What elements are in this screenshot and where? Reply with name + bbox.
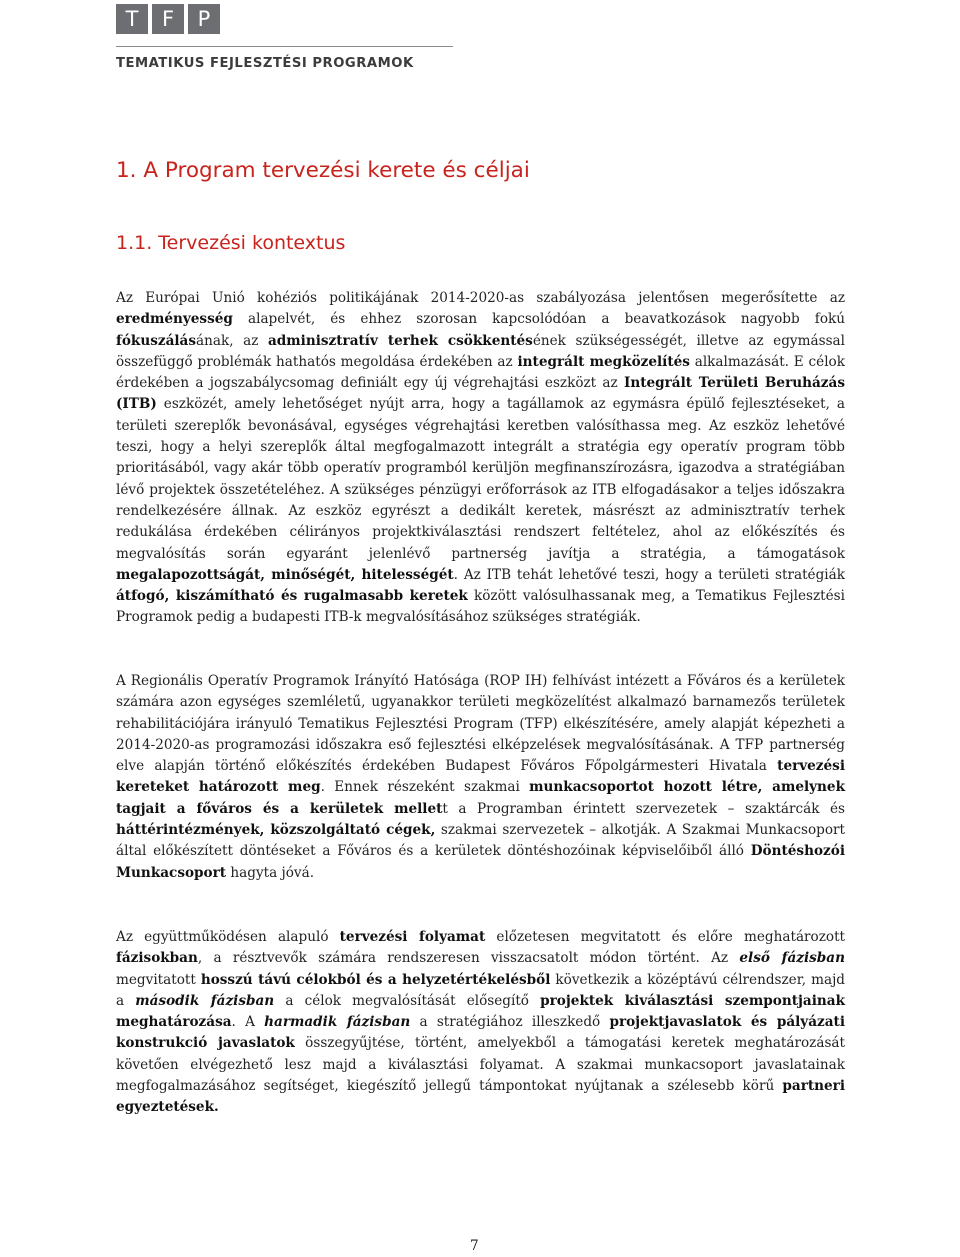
body-text: megvitatott [116,971,201,988]
body-text: . Az ITB tehát lehetővé teszi, hogy a területi stratégiák [453,566,845,583]
body-text: alkalmazását. E célok érdekében a jogszabálycsomag definiált egy új végrehajtási eszközt az [116,353,845,392]
tfp-logo [116,4,414,71]
body-text: Az Európai Unió kohéziós politikájának 2014-2020-as szabályozása jelentősen megerősítette az [116,290,845,306]
body-text: A Regionális Operatív Programok Irányító Hatósága (ROP IH) felhívást intézett a Főváros és a kerületek számára azon egységes szemléletű, ugyanakkor területi megközelítést alkalmazó barnamezős területek rehabilitációjára irányuló Tematikus Fejlesztési Program (TFP) elkészítésére, amely alapját képezheti a 2014-2020-as programozási időszakra eső fejlesztési elképzelések megvalósításának. A TFP partnerség elve alapján történő előkészítés érdekében Budapest Főváros Főpolgármesteri Hivatala [116,673,845,775]
bold-text: tervezési folyamat [339,929,486,945]
paragraph [116,288,845,629]
paragraph [116,671,845,884]
bold-italic-text [264,1014,410,1030]
bold-text: adminisztratív terhek csökkentés [267,332,533,349]
body-text: között valósulhassanak meg, a Tematikus Fejlesztési Programok pedig a budapesti ITB-k megvalósításához szükséges stratégiák. [116,588,845,626]
body-text: a stratégiához illeszkedő [410,1014,610,1031]
body-text: alapelvét, és ehhez szorosan kapcsolódóan a beavatkozások nagyobb fokú [232,311,845,328]
body-text: szakmai szervezetek – alkotják. A Szakmai Munkacsoport által előkészített döntéseket a Főváros és a kerületek döntéshozóinak képviselőiből álló [116,822,845,860]
body-text: Az együttműködésen alapuló [116,929,340,945]
bold-text: projektek kiválasztási szempontjainak meghatározása [116,992,845,1031]
body-text: előzetesen megvitatott és előre meghatározott [485,929,846,945]
bold-text: fázisokban [116,950,198,967]
body-text: . A [231,1014,265,1031]
bold-text: projektjavaslatok és pályázati konstrukció javaslatok [116,1014,845,1052]
bold-text: integrált megközelítés [517,353,690,370]
body-text: következik a középtávú célrendszer, majd a [116,971,845,1009]
body-text: összegyűjtése, történt, amelyekből a támogatási keretek meghatározását követően elvégezhető lesz majd a kiválasztási folyamat. A szakmai munkacsoport javaslatainak megfogalmazásához segítséget, kiegészítő jellegű támpontokat nyújtanak a szélesebb körű [116,1035,845,1095]
body-text: , a résztvevők számára rendszeresen visszacsatolt módon történt. Az [197,950,740,967]
section-heading: 1.1. Tervezési kontextus [116,232,346,254]
logo-subtitle: TEMATIKUS FEJLESZTÉSI PROGRAMOK [116,56,414,71]
body-text: a célok megvalósítását elősegítő [274,992,541,1009]
logo-divider [116,46,453,47]
emphasis-text: második fázisban [135,992,275,1009]
emphasis-text: első fázisban [739,950,845,967]
chapter-heading: 1. A Program tervezési kerete és céljai [116,158,530,183]
paragraph [116,927,845,1119]
bold-italic-text [135,993,274,1009]
bold-text: háttérintézmények, közszolgáltató cégek, [116,822,436,839]
body-text: t a Programban érintett szervezetek – szaktárcák és [442,800,845,817]
body-text: ének szükségességét, illetve az egymással összefüggő problémák hathatós megoldása érdekében az [116,332,846,370]
body-text: hagyta jóvá. [226,864,315,881]
bold-text: munkacsoportot hozott létre, amelynek tagjait a főváros és a kerületek mellet [116,779,846,817]
logo-letter: T [116,4,148,34]
body-text: ának, az [196,332,268,349]
bold-text: Integrált Területi Beruházás (ITB) [116,375,845,413]
bold-text: Döntéshozói Munkacsoport [116,843,845,881]
bold-text: megalapozottságát, minőségét, hitelességét [116,566,454,583]
bold-italic-text [739,950,845,966]
logo-letter-boxes [116,4,220,34]
bold-text: átfogó, kiszámítható és rugalmasabb keretek [116,588,468,605]
bold-text: tervezési kereteket határozott meg [116,758,845,796]
body-text: eszközét, amely lehetőséget nyújt arra, hogy a tagállamok az egymásra épülő fejlesztéseket, a területi szereplők bevonásával, egységes végrehajtási keretben valósíthassa meg. Az eszköz lehetővé teszi, hogy a helyi szereplők által megfogalmazott integrált a stratégia egy operatív program több prioritásából, vagy akár több operatív programból kerüljön megfinanszírozásra, igazodva a stratégiában lévő projektek összetételéhez. A szükséges pénzügyi erőforrások az ITB elfogadásakor a teljes időszakra rendelkezésére állnak. Az eszköz egyrészt a dedikált keretek, másrészt az adminisztratív terhek redukálása érdekében célirányos projektkiválasztási rendszert feltételez, ahol az előkészítés és megvalósítás során egyaránt jelenlévő partnerség javítja a stratégia, a támogatások [116,396,845,562]
logo-letter: F [152,4,184,34]
bold-text: hosszú távú célokból és a helyzetértékelésből [200,971,551,988]
page-number: 7 [470,1238,479,1254]
bold-text: fókuszálás [116,332,197,349]
logo-letter: P [188,4,220,34]
body-text: . Ennek részeként szakmai [320,779,530,796]
emphasis-text: harmadik fázisban [264,1014,411,1031]
bold-text: partneri egyeztetések. [116,1078,845,1116]
bold-text: eredményesség [116,311,233,328]
